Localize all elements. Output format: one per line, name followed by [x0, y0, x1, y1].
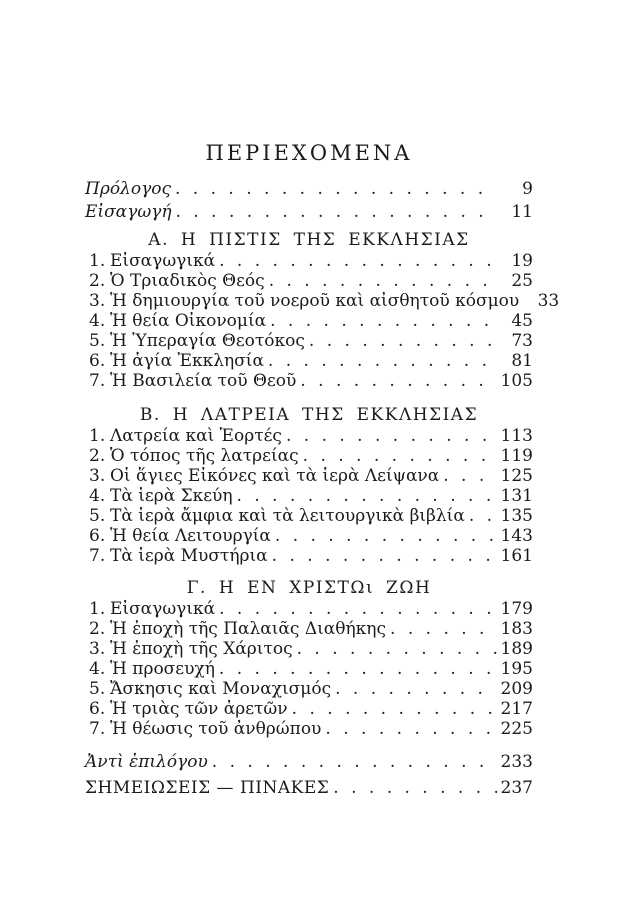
dot-leader	[175, 178, 497, 201]
dot-leader	[275, 526, 497, 546]
dot-leader	[333, 777, 497, 800]
entry-number: 5.	[89, 506, 106, 526]
entry-page-number: 9	[522, 179, 533, 199]
toc-entry	[85, 331, 533, 351]
entry-number: 7.	[89, 371, 106, 391]
entry-page-number: 237	[500, 778, 533, 798]
entry-number: 5.	[89, 679, 106, 699]
entry-label: Τὰ ἱερὰ Σκεύη	[110, 486, 233, 506]
contents-title: ΠΕΡΙΕΧΟΜΕΝΑ	[205, 141, 413, 165]
back-entries	[85, 751, 533, 800]
entry-page-number: 33	[537, 291, 560, 311]
toc-entry	[85, 486, 533, 506]
dot-leader	[309, 331, 497, 351]
entry-page-number: 19	[511, 251, 533, 271]
toc-entry	[85, 699, 533, 719]
entry-number: 6.	[89, 351, 106, 371]
section-b-entries	[85, 426, 533, 566]
dot-leader	[303, 446, 497, 466]
toc-entry	[85, 526, 533, 546]
dot-leader	[286, 426, 497, 446]
dot-leader	[300, 371, 497, 391]
section-heading-c: Γ. Η ΕΝ ΧΡΙΣΤΩι ΖΩΗ	[186, 578, 432, 598]
entry-number: 2.	[89, 619, 106, 639]
section-a-entries	[85, 251, 560, 391]
entry-label: Λατρεία καὶ Ἑορτές	[110, 426, 282, 446]
entry-number: 4.	[89, 311, 106, 331]
entry-number: 3.	[89, 291, 106, 311]
toc-entry	[85, 351, 533, 371]
entry-number: 1.	[89, 426, 106, 446]
dot-leader	[212, 751, 497, 774]
toc-entry	[85, 719, 533, 739]
entry-number: 7.	[89, 546, 106, 566]
entry-label: Ἡ Βασιλεία τοῦ Θεοῦ	[110, 371, 297, 391]
entry-label: Πρόλογος	[85, 179, 171, 199]
toc-entry	[85, 251, 533, 271]
entry-number: 6.	[89, 526, 106, 546]
entry-page-number: 131	[500, 486, 533, 506]
dot-leader	[219, 659, 497, 679]
entry-page-number: 119	[500, 446, 533, 466]
dot-leader	[390, 619, 497, 639]
toc-entry	[85, 619, 533, 639]
entry-label: Ὁ τόπος τῆς λατρείας	[110, 446, 299, 466]
entry-label: Ἡ ἁγία Ἐκκλησία	[110, 351, 264, 371]
toc-entry	[85, 751, 533, 774]
entry-page-number: 73	[511, 331, 533, 351]
entry-number: 1.	[89, 251, 106, 271]
dot-leader	[297, 639, 497, 659]
dot-leader	[443, 466, 497, 486]
dot-leader	[219, 251, 497, 271]
toc-entry	[85, 271, 533, 291]
entry-number: 1.	[89, 599, 106, 619]
entry-number: 3.	[89, 466, 106, 486]
entry-label: Ἡ Ὑπεραγία Θεοτόκος	[110, 331, 305, 351]
entry-page-number: 113	[500, 426, 533, 446]
entry-label: Τὰ ἱερὰ Μυστήρια	[110, 546, 268, 566]
entry-page-number: 11	[511, 202, 533, 222]
dot-leader	[237, 486, 497, 506]
dot-leader	[270, 311, 497, 331]
entry-number: 6.	[89, 699, 106, 719]
toc-entry	[85, 311, 533, 331]
toc-entry	[85, 291, 560, 311]
entry-label: Ἡ θέωσις τοῦ ἀνθρώπου	[110, 719, 322, 739]
entry-label: Ἡ τριὰς τῶν ἀρετῶν	[110, 699, 288, 719]
entry-number: 3.	[89, 639, 106, 659]
entry-label: Ἡ θεία Λειτουργία	[110, 526, 271, 546]
entry-page-number: 225	[500, 719, 533, 739]
entry-label: Ἡ ἐποχὴ τῆς Χάριτος	[110, 639, 293, 659]
dot-leader	[269, 271, 497, 291]
toc-entry	[85, 639, 533, 659]
entry-number: 4.	[89, 659, 106, 679]
entry-label: Εἰσαγωγή	[85, 202, 172, 222]
section-heading-b: Β. Η ΛΑΤΡΕΙΑ ΤΗΣ ΕΚΚΛΗΣΙΑΣ	[139, 405, 479, 425]
entry-label: Ἄσκησις καὶ Μοναχισμός	[110, 679, 332, 699]
entry-page-number: 233	[500, 752, 533, 772]
entry-page-number: 217	[500, 699, 533, 719]
entry-page-number: 143	[500, 526, 533, 546]
entry-number: 5.	[89, 331, 106, 351]
dot-leader	[325, 719, 497, 739]
entry-page-number: 25	[511, 271, 533, 291]
entry-label: Εἰσαγωγικά	[110, 251, 216, 271]
entry-label: Ἡ ἐποχὴ τῆς Παλαιᾶς Διαθήκης	[110, 619, 387, 639]
dot-leader	[469, 506, 497, 526]
entry-page-number: 179	[500, 599, 533, 619]
entry-label: Ἡ προσευχή	[110, 659, 215, 679]
toc-entry	[85, 506, 533, 526]
entry-page-number: 135	[500, 506, 533, 526]
entry-number: 7.	[89, 719, 106, 739]
dot-leader	[268, 351, 497, 371]
entry-page-number: 45	[511, 311, 533, 331]
toc-entry	[85, 777, 533, 800]
dot-leader	[219, 599, 497, 619]
entry-page-number: 105	[500, 371, 533, 391]
toc-entry	[85, 546, 533, 566]
entry-number: 2.	[89, 271, 106, 291]
toc-entry	[85, 599, 533, 619]
toc-entry	[85, 178, 533, 201]
entry-label: Ἡ δημιουργία τοῦ νοεροῦ καὶ αἰσθητοῦ κόσμου	[110, 291, 520, 311]
entry-label: Ἡ θεία Οἰκονομία	[110, 311, 267, 331]
toc-entry	[85, 446, 533, 466]
entry-page-number: 161	[500, 546, 533, 566]
dot-leader	[176, 201, 497, 224]
entry-page-number: 195	[500, 659, 533, 679]
entry-label: Εἰσαγωγικά	[110, 599, 216, 619]
entry-number: 4.	[89, 486, 106, 506]
dot-leader	[272, 546, 497, 566]
entry-number: 2.	[89, 446, 106, 466]
dot-leader	[335, 679, 497, 699]
toc-entry	[85, 426, 533, 446]
dot-leader	[292, 699, 497, 719]
entry-page-number: 209	[500, 679, 533, 699]
front-entries	[85, 178, 533, 224]
toc-entry	[85, 201, 533, 224]
section-heading-a: Α. Η ΠΙΣΤΙΣ ΤΗΣ ΕΚΚΛΗΣΙΑΣ	[148, 230, 470, 250]
entry-page-number: 81	[511, 351, 533, 371]
toc-entry	[85, 679, 533, 699]
toc-entry	[85, 466, 533, 486]
toc-entry	[85, 371, 533, 391]
entry-label: Οἱ ἅγιες Εἰκόνες καὶ τὰ ἱερὰ Λείψανα	[110, 466, 440, 486]
entry-label: Τὰ ἱερὰ ἄμφια καὶ τὰ λειτουργικὰ βιβλία	[110, 506, 465, 526]
entry-label: Ἀντὶ ἐπιλόγου	[85, 752, 208, 772]
entry-page-number: 183	[500, 619, 533, 639]
entry-label: ΣΗΜΕΙΩΣΕΙΣ — ΠΙΝΑΚΕΣ	[85, 778, 330, 798]
entry-label: Ὁ Τριαδικὸς Θεός	[110, 271, 265, 291]
entry-page-number: 125	[500, 466, 533, 486]
section-c-entries	[85, 599, 533, 739]
entry-page-number: 189	[500, 639, 533, 659]
toc-entry	[85, 659, 533, 679]
